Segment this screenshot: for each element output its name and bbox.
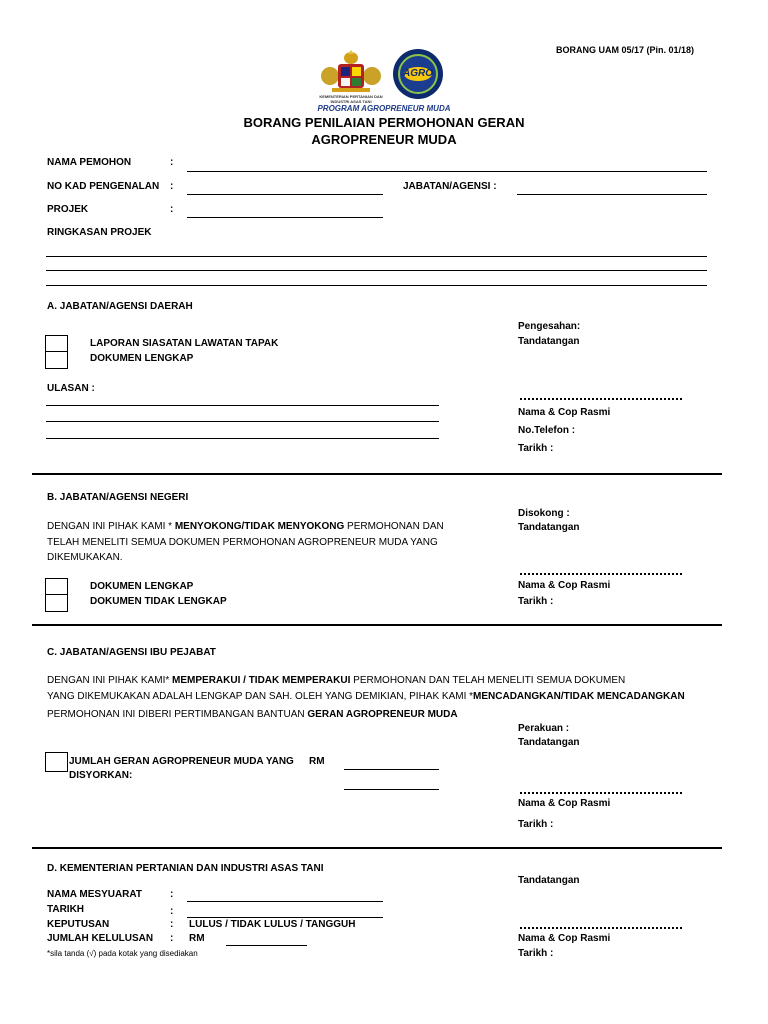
signature-line[interactable] xyxy=(520,573,682,575)
nama-pemohon-field[interactable] xyxy=(187,171,707,172)
tarikh-label: Tarikh : xyxy=(518,819,554,830)
tarikh-label: TARIKH xyxy=(47,904,85,915)
jumlah-geran-label: JUMLAH GERAN AGROPRENEUR MUDA YANG xyxy=(69,756,294,767)
colon: : xyxy=(170,889,174,900)
section-c-heading: C. JABATAN/AGENSI IBU PEJABAT xyxy=(47,647,216,658)
section-divider xyxy=(32,473,722,475)
disokong-label: Disokong : xyxy=(518,508,570,519)
section-divider xyxy=(32,847,722,849)
tandatangan-label: Tandatangan xyxy=(518,737,580,748)
perakuan-label: Perakuan : xyxy=(518,723,570,734)
tandatangan-label: Tandatangan xyxy=(518,522,580,533)
dokumen-tidak-lengkap-label: DOKUMEN TIDAK LENGKAP xyxy=(90,596,227,607)
section-b-statement-line1: DENGAN INI PIHAK KAMI * MENYOKONG/TIDAK MENYOKONG PERMOHONAN DAN xyxy=(47,521,444,532)
ringkasan-line-1[interactable] xyxy=(46,256,707,257)
rm-label: RM xyxy=(189,933,205,944)
rm-amount-field[interactable] xyxy=(344,769,439,770)
dokumen-lengkap-label: DOKUMEN LENGKAP xyxy=(90,581,194,592)
colon: : xyxy=(170,181,174,192)
jabatan-label: JABATAN/AGENSI : xyxy=(403,181,497,192)
colon: : xyxy=(170,906,174,917)
nama-cop-label: Nama & Cop Rasmi xyxy=(518,580,611,591)
disyorkan-label: DISYORKAN: xyxy=(69,770,133,781)
ringkasan-label: RINGKASAN PROJEK xyxy=(47,227,152,238)
section-b-heading: B. JABATAN/AGENSI NEGERI xyxy=(47,492,189,503)
tandatangan-label: Tandatangan xyxy=(518,336,580,347)
ulasan-line-1[interactable] xyxy=(46,405,439,406)
keputusan-label: KEPUTUSAN xyxy=(47,919,110,930)
ulasan-line-2[interactable] xyxy=(46,421,439,422)
signature-line[interactable] xyxy=(520,927,682,929)
no-kad-field[interactable] xyxy=(187,194,383,195)
ulasan-line-3[interactable] xyxy=(46,438,439,439)
tarikh-field[interactable] xyxy=(187,917,383,918)
section-b-statement-line3: DIKEMUKAKAN. xyxy=(47,552,123,563)
ringkasan-line-3[interactable] xyxy=(46,285,707,286)
form-title-line2: AGROPRENEUR MUDA xyxy=(311,132,457,147)
program-name: PROGRAM AGROPRENEUR MUDA xyxy=(317,104,451,113)
dokumen-lengkap-checkbox[interactable] xyxy=(45,351,68,369)
dokumen-tidak-lengkap-checkbox[interactable] xyxy=(45,594,68,612)
colon: : xyxy=(170,919,174,930)
section-c-statement-line2: YANG DIKEMUKAKAN ADALAH LENGKAP DAN SAH. OLEH YANG DEMIKIAN, PIHAK KAMI *MENCADANGKAN/TIDAK MENCADANGKAN xyxy=(47,691,685,702)
section-b-statement-line2: TELAH MENELITI SEMUA DOKUMEN PERMOHONAN AGROPRENEUR MUDA YANG xyxy=(47,537,438,548)
pengesahan-label: Pengesahan: xyxy=(518,321,581,332)
form-title-line1: BORANG PENILAIAN PERMOHONAN GERAN xyxy=(243,115,525,130)
jabatan-field[interactable] xyxy=(517,194,707,195)
dokumen-lengkap-label: DOKUMEN LENGKAP xyxy=(90,353,194,364)
ringkasan-line-2[interactable] xyxy=(46,270,707,271)
section-d-heading: D. KEMENTERIAN PERTANIAN DAN INDUSTRI ASAS TANI xyxy=(47,863,324,874)
no-kad-label: NO KAD PENGENALAN xyxy=(47,181,160,192)
nama-cop-label: Nama & Cop Rasmi xyxy=(518,798,611,809)
section-c-statement-line3: PERMOHONAN INI DIBERI PERTIMBANGAN BANTUAN GERAN AGROPRENEUR MUDA xyxy=(47,709,458,720)
laporan-label: LAPORAN SIASATAN LAWATAN TAPAK xyxy=(90,338,279,349)
tarikh-label: Tarikh : xyxy=(518,948,554,959)
nama-cop-label: Nama & Cop Rasmi xyxy=(518,933,611,944)
nama-cop-label: Nama & Cop Rasmi xyxy=(518,407,611,418)
ulasan-label: ULASAN : xyxy=(47,383,95,394)
keputusan-options[interactable]: LULUS / TIDAK LULUS / TANGGUH xyxy=(189,919,356,930)
nama-mesyuarat-label: NAMA MESYUARAT xyxy=(47,889,142,900)
ministry-crest-logo xyxy=(318,50,384,102)
rm-label: RM xyxy=(309,756,325,767)
jumlah-geran-checkbox[interactable] xyxy=(45,752,68,772)
nama-mesyuarat-field[interactable] xyxy=(187,901,383,902)
projek-field[interactable] xyxy=(187,217,383,218)
rm-amount-field-2[interactable] xyxy=(344,789,439,790)
tarikh-label: Tarikh : xyxy=(518,443,554,454)
signature-line[interactable] xyxy=(520,398,682,400)
projek-label: PROJEK xyxy=(47,204,89,215)
jumlah-kelulusan-field[interactable] xyxy=(226,945,307,946)
nama-pemohon-label: NAMA PEMOHON xyxy=(47,157,132,168)
ministry-caption: KEMENTERIAN PERTANIAN DAN INDUSTRI ASAS TANI xyxy=(319,94,383,104)
colon: : xyxy=(170,933,174,944)
agro-logo xyxy=(391,48,445,100)
telefon-label: No.Telefon : xyxy=(518,425,576,436)
section-a-heading: A. JABATAN/AGENSI DAERAH xyxy=(47,301,193,312)
colon: : xyxy=(170,204,174,215)
section-c-statement-line1: DENGAN INI PIHAK KAMI* MEMPERAKUI / TIDAK MEMPERAKUI PERMOHONAN DAN TELAH MENELITI SEMUA DOKUMEN xyxy=(47,675,626,686)
signature-line[interactable] xyxy=(520,792,682,794)
colon: : xyxy=(170,157,174,168)
section-divider xyxy=(32,624,722,626)
tarikh-label: Tarikh : xyxy=(518,596,554,607)
form-code: BORANG UAM 05/17 (Pin. 01/18) xyxy=(556,45,695,55)
footnote: *sila tanda (√) pada kotak yang disediakan xyxy=(47,949,198,958)
agro-logo-text: AGRO xyxy=(403,68,433,79)
tandatangan-label: Tandatangan xyxy=(518,875,580,886)
jumlah-kelulusan-label: JUMLAH KELULUSAN xyxy=(47,933,154,944)
